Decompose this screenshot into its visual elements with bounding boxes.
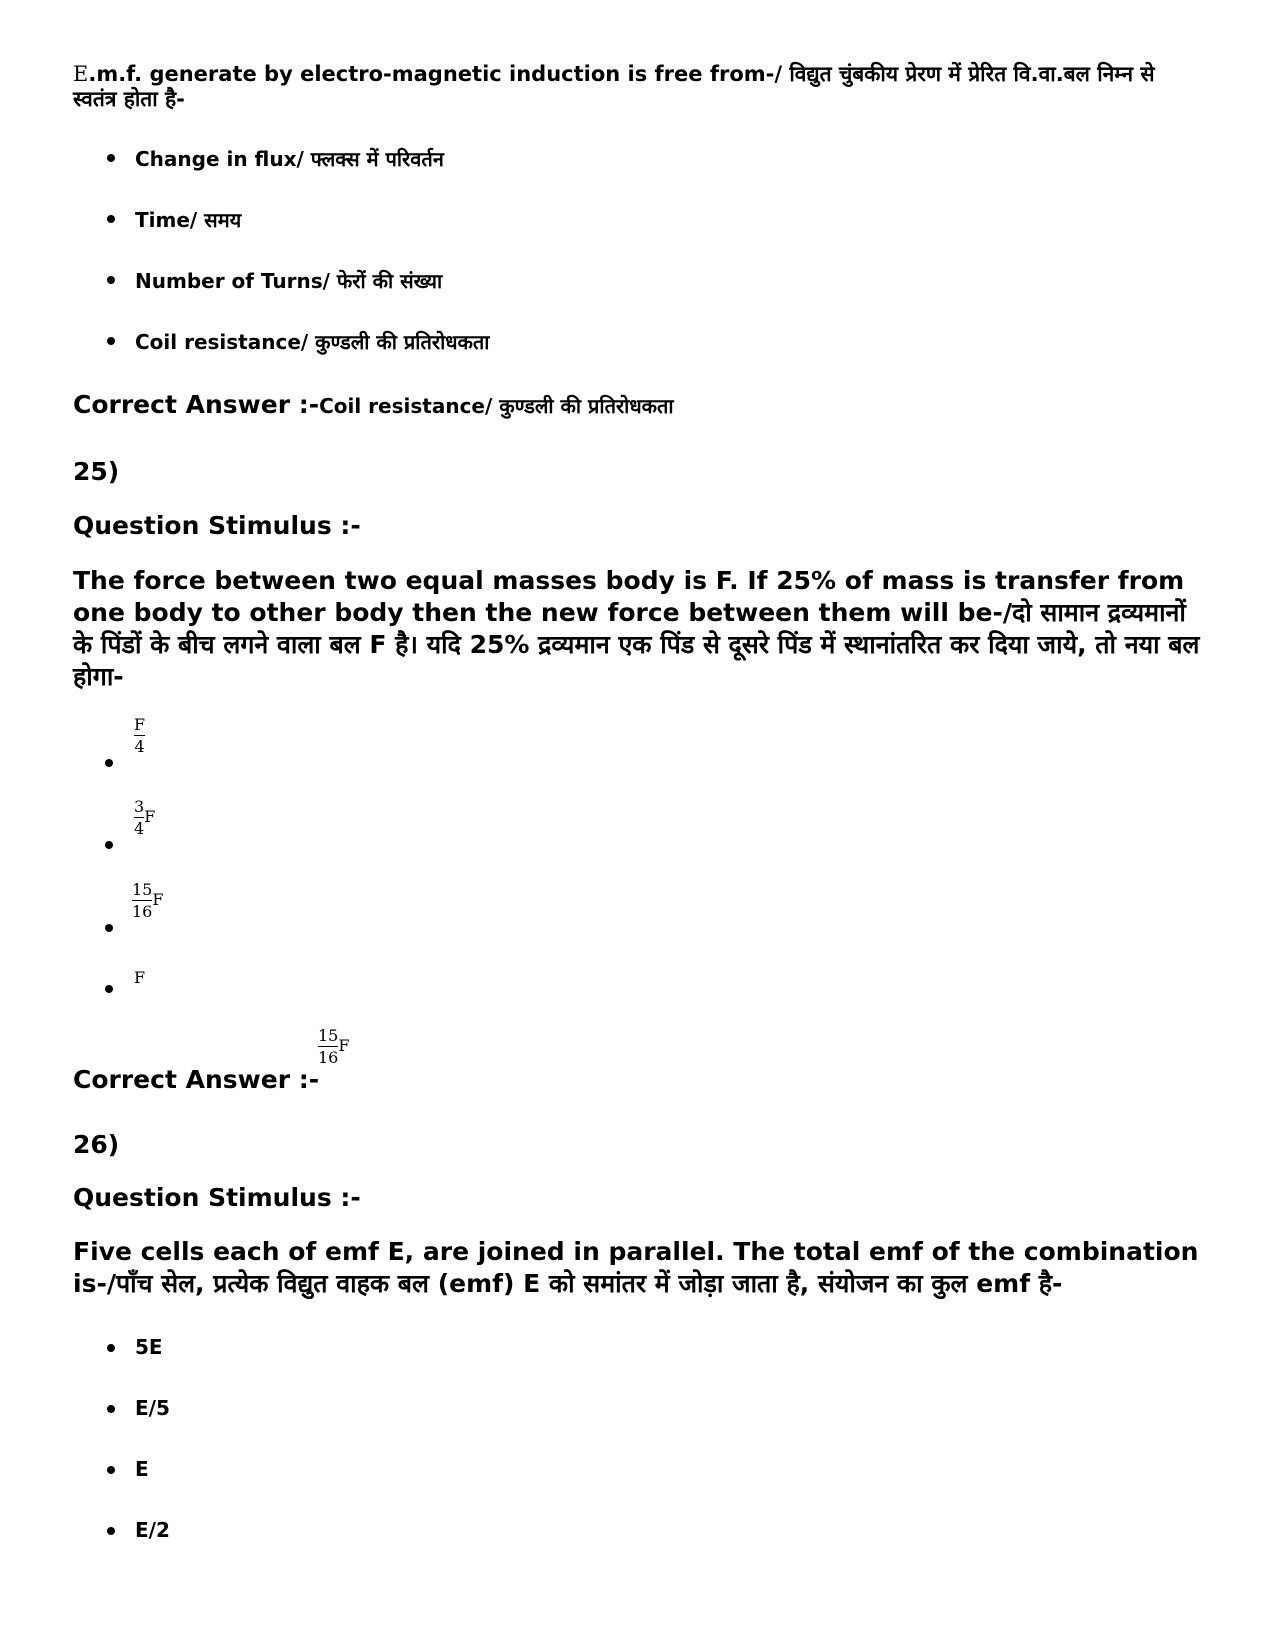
q26-option-1[interactable]: 5E: [135, 1335, 163, 1359]
question-25-text: The force between two equal masses body is F. If 25% of mass is transfer from one body to other body then the new force between them will be-/दो सामान द्रव्यमानों के पिंडों के बीच लगने वाला बल F है। यदि 25% द्रव्यमान एक पिंड से दूसरे पिंड में स्थानांतरित कर दिया जाये, तो नया बल होगा-: [73, 566, 1200, 691]
numerator: 15: [132, 880, 153, 899]
answer-label: Correct Answer :-: [73, 390, 320, 419]
question-25-number: 25): [73, 457, 120, 486]
fraction: [318, 1027, 338, 1066]
q25-option-1[interactable]: [134, 716, 145, 755]
q24-correct-answer: [73, 390, 674, 419]
question-24-first-letter: E: [73, 62, 89, 86]
suffix: F: [338, 1036, 350, 1055]
question-25-stimulus-label: Question Stimulus :-: [73, 511, 361, 540]
denominator: 16: [132, 902, 153, 921]
suffix: F: [144, 807, 156, 826]
q26-option-2[interactable]: E/5: [135, 1396, 170, 1420]
question-26-number: 26): [73, 1130, 120, 1159]
answer-value: Coil resistance/ कुण्डली की प्रतिरोधकता: [319, 394, 674, 418]
q25-option-2-bullet: [105, 841, 113, 849]
q25-correct-answer: [73, 1065, 319, 1094]
q25-option-1-bullet: [105, 759, 113, 767]
question-26-stimulus-label: Question Stimulus :-: [73, 1183, 361, 1212]
q25-option-3[interactable]: [132, 881, 163, 920]
q24-option-3[interactable]: Number of Turns/ फेरों की संख्या: [135, 269, 443, 293]
answer-label: Correct Answer :-: [73, 1065, 320, 1094]
question-24-text: [73, 62, 1203, 112]
denominator: 16: [318, 1048, 339, 1067]
q25-option-4[interactable]: F: [134, 968, 146, 987]
numerator: F: [134, 715, 146, 734]
question-24-text-rest: .m.f. generate by electro-magnetic induction is free from-/ विद्युत चुंबकीय प्रेरण में प्रेरित वि.वा.बल निम्न से स्वतंत्र होता है-: [73, 62, 1155, 111]
fraction: [134, 798, 144, 837]
q25-option-4-bullet: [105, 985, 113, 993]
q24-option-4[interactable]: Coil resistance/ कुण्डली की प्रतिरोधकता: [135, 330, 490, 354]
fraction: [132, 881, 152, 920]
denominator: 4: [134, 737, 145, 756]
q25-option-2[interactable]: [134, 798, 155, 837]
denominator: 4: [134, 819, 145, 838]
suffix: F: [152, 890, 164, 909]
q24-option-2[interactable]: Time/ समय: [135, 208, 242, 232]
q25-option-3-bullet: [105, 924, 113, 932]
q26-option-3[interactable]: E: [135, 1457, 149, 1481]
numerator: 3: [134, 797, 145, 816]
q24-option-1[interactable]: Change in flux/ फ्लक्स में परिवर्तन: [135, 147, 444, 171]
question-26-text: Five cells each of emf E, are joined in parallel. The total emf of the combination is-/पाँच सेल, प्रत्येक विद्युत वाहक बल (emf) E को समांतर में जोड़ा जाता है, संयोजन का कुल emf है-: [73, 1237, 1199, 1298]
q25-answer-value: [318, 1027, 349, 1066]
numerator: 15: [318, 1026, 339, 1045]
q26-option-4[interactable]: E/2: [135, 1518, 170, 1542]
fraction: [134, 716, 145, 755]
